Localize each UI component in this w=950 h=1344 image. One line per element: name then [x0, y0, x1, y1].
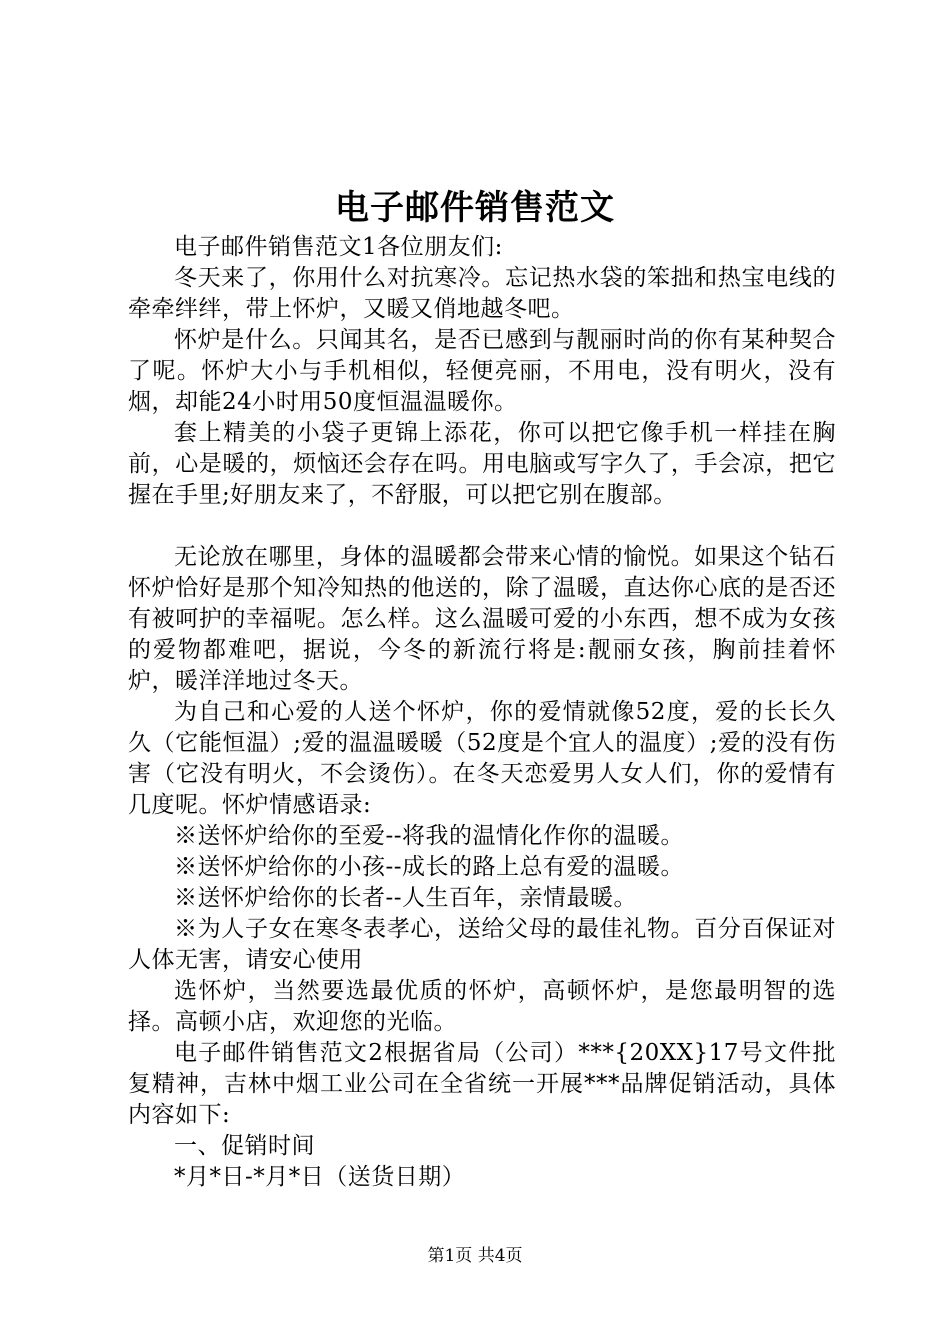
paragraph-gift: 为自己和心爱的人送个怀炉，你的爱情就像52度，爱的长长久久（它能恒温）;爱的温温暖暖（52度是个宜人的温度）;爱的没有伤害（它没有明火，不会烫伤）。在冬天恋爱男人女人们，你的爱情有几度呢。怀炉情感语录: — [128, 699, 836, 818]
quote-item: ※送怀炉给你的小孩--成长的路上总有爱的温暖。 — [174, 854, 685, 880]
paragraph-sample-2: 电子邮件销售范文2根据省局（公司）***{20XX}17号文件批复精神，吉林中烟工业公司在全省统一开展***品牌促销活动，具体内容如下: — [128, 1040, 836, 1128]
section-heading: 一、促销时间 — [174, 1133, 315, 1159]
paragraph-pouch: 套上精美的小袋子更锦上添花，你可以把它像手机一样挂在胸前，心是暖的，烦恼还会存在吗。用电脑或写字久了，手会凉，把它握在手里;好朋友来了，不舒服，可以把它别在腹部。 — [128, 420, 836, 508]
paragraph-winter: 冬天来了，你用什么对抗寒冷。忘记热水袋的笨拙和热宝电线的牵牵绊绊，带上怀炉，又暖又俏地越冬吧。 — [128, 265, 836, 322]
quote-item: ※送怀炉给你的长者--人生百年，亲情最暖。 — [174, 885, 638, 911]
document-body — [128, 232, 836, 1193]
paragraph-what-is: 怀炉是什么。只闻其名，是否已感到与靓丽时尚的你有某种契合了呢。怀炉大小与手机相似，轻便亮丽，不用电，没有明火，没有烟，却能24小时用50度恒温温暖你。 — [128, 327, 836, 415]
document-title: 电子邮件销售范文 — [335, 188, 615, 228]
quote-item: ※送怀炉给你的至爱--将我的温情化作你的温暖。 — [174, 823, 685, 849]
paragraph-dates: *月*日-*月*日（送货日期） — [174, 1164, 466, 1190]
quote-item: ※为人子女在寒冬表孝心，送给父母的最佳礼物。百分百保证对人体无害，请安心使用 — [128, 916, 836, 973]
paragraph-greeting: 电子邮件销售范文1各位朋友们: — [174, 234, 503, 260]
paragraph-warmth: 无论放在哪里，身体的温暖都会带来心情的愉悦。如果这个钻石怀炉恰好是那个知冷知热的他送的，除了温暖，直达你心底的是否还有被呵护的幸福呢。怎么样。这么温暖可爱的小东西，想不成为女孩的爱物都难吧，据说，今冬的新流行将是:靓丽女孩，胸前挂着怀炉，暖洋洋地过冬天。 — [128, 544, 836, 694]
paragraph-choose: 选怀炉，当然要选最优质的怀炉，高顿怀炉，是您最明智的选择。高顿小店，欢迎您的光临。 — [128, 978, 836, 1035]
page-footer: 第1页 共4页 — [427, 1246, 523, 1266]
